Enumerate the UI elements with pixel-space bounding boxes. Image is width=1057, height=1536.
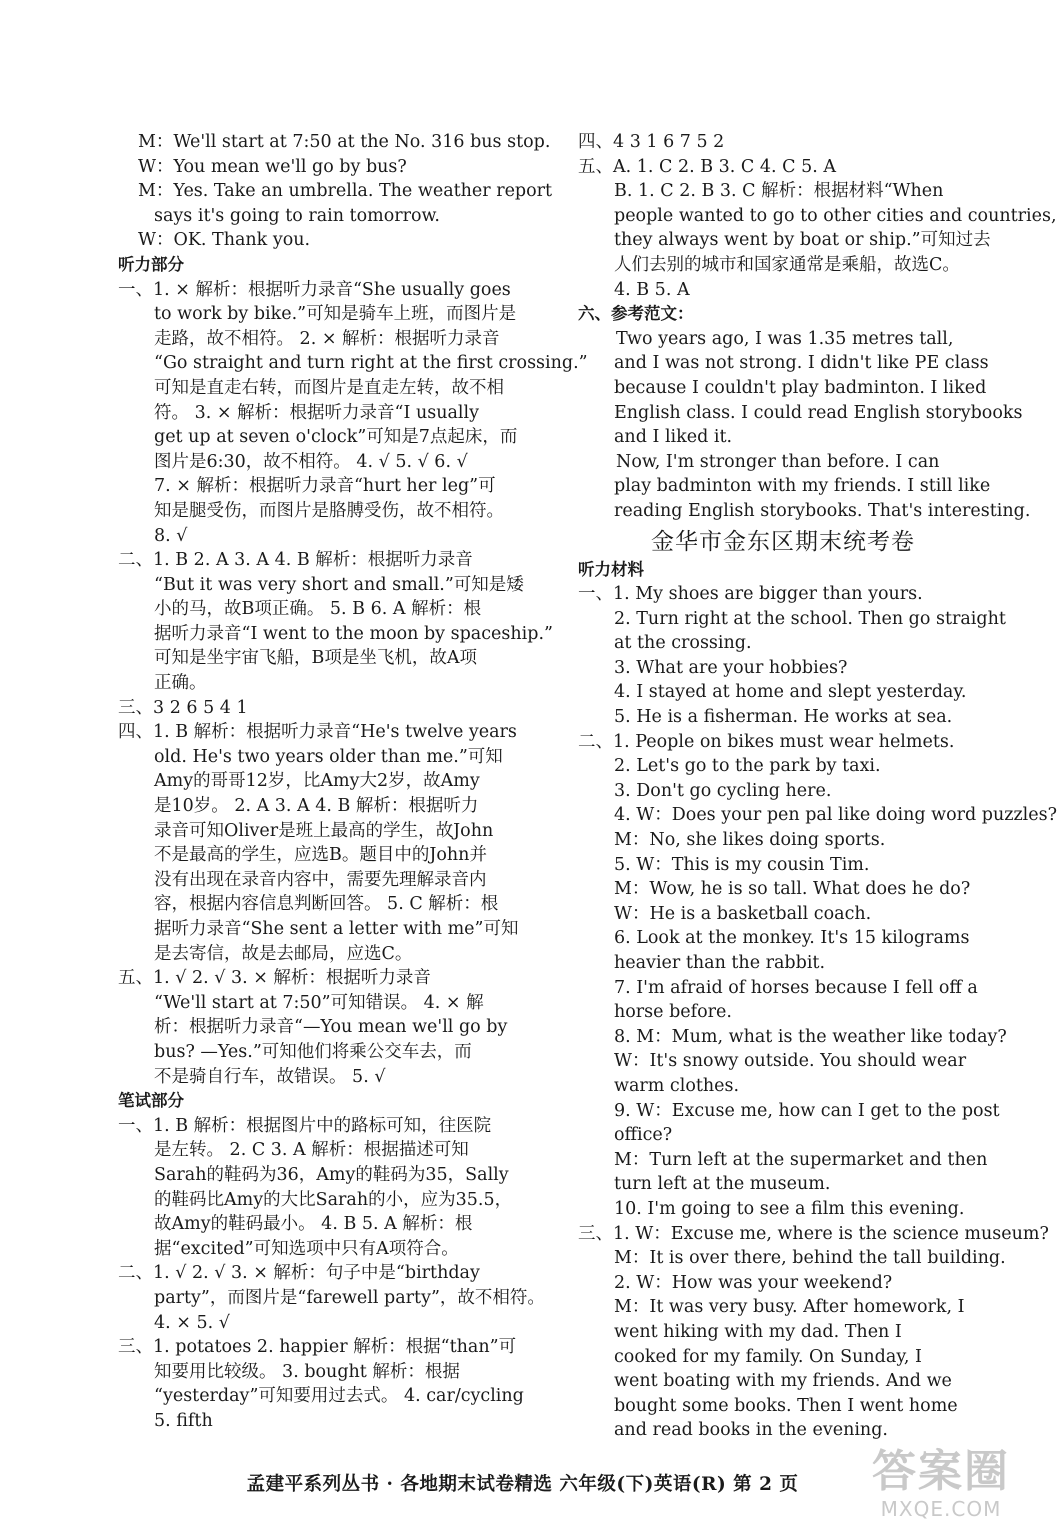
text-line: 不是最高的学生，应选B。题目中的John并 [154, 845, 487, 866]
text-line: old. He's two years older than me.”可知 [154, 746, 503, 767]
text-line: 3. Don't go cycling here. [614, 780, 832, 801]
text-line: 一、1. × 解析：根据听力录音“She usually goes [118, 279, 511, 300]
text-line: went hiking with my dad. Then I [614, 1321, 902, 1342]
text-line: 三、1. W：Excuse me, where is the science museum? [578, 1223, 1049, 1244]
text-line: 据听力录音“She sent a letter with me”可知 [154, 919, 519, 939]
text-line: 二、1. √ 2. √ 3. × 解析：句子中是“birthday [118, 1263, 480, 1284]
text-line: M：Yes. Take an umbrella. The weather report [138, 181, 553, 202]
text-line: went boating with my friends. And we [614, 1371, 952, 1392]
section-heading: 听力材料 [578, 559, 644, 579]
text-line: 正确。 [154, 673, 207, 694]
text-line: M：Turn left at the supermarket and then [614, 1149, 988, 1170]
text-line: 3. What are your hobbies? [614, 657, 848, 678]
text-line: 可知是坐宇宙飞船，B项是坐飞机，故A项 [154, 648, 477, 669]
text-line: M：Wow, he is so tall. What does he do? [614, 879, 971, 900]
text-line: 7. × 解析：根据听力录音“hurt her leg”可 [154, 476, 496, 497]
text-line: people wanted to go to other cities and countries, [614, 205, 1057, 226]
text-line: “But it was very short and small.”可知是矮 [154, 574, 524, 595]
text-line: 三、1. potatoes 2. happier 解析：根据“than”可 [118, 1337, 517, 1358]
text-line: Sarah的鞋码为36，Amy的鞋码为35，Sally [154, 1164, 509, 1185]
text-line: heavier than the rabbit. [614, 953, 826, 973]
text-line: 5. He is a fisherman. He works at sea. [614, 707, 953, 728]
text-line: 人们去别的城市和国家通常是乘船，故选C。 [614, 254, 960, 275]
text-line: 四、4 3 1 6 7 5 2 [578, 132, 725, 152]
watermark-url: MXQE.COM [880, 1497, 1002, 1521]
text-line: at the crossing. [614, 633, 752, 654]
text-line: Now, I'm stronger than before. I can [616, 451, 940, 472]
left-column [118, 130, 588, 1433]
text-line: 二、1. People on bikes must wear helmets. [578, 731, 955, 752]
text-line: 五、1. √ 2. √ 3. × 解析：根据听力录音 [118, 968, 431, 989]
text-line: office? [614, 1125, 673, 1146]
text-line: W：OK. Thank you. [138, 230, 311, 251]
text-line: turn left at the museum. [614, 1174, 831, 1195]
text-line: 6. Look at the monkey. It's 15 kilograms [614, 928, 970, 949]
text-line: bought some books. Then I went home [614, 1395, 958, 1416]
text-line: 容，根据内容信息判断回答。 5. C 解析：根 [154, 894, 499, 915]
text-line: 是10岁。 2. A 3. A 4. B 解析：根据听力 [154, 796, 479, 817]
text-line: 知是腿受伤，而图片是胳膊受伤，故不相符。 [154, 500, 504, 521]
text-line: 析：根据听力录音“—You mean we'll go by [154, 1017, 508, 1038]
text-line: 7. I'm afraid of horses because I fell off a [614, 977, 978, 998]
listening-materials [578, 558, 1057, 1443]
text-line: “Go straight and turn right at the first crossing.” [154, 353, 588, 374]
section-heading: 听力部分 [118, 254, 184, 274]
text-line: 8. M：Mum, what is the weather like today? [614, 1026, 1007, 1047]
text-line: warm clothes. [614, 1075, 740, 1096]
page-footer: 孟建平系列丛书 · 各地期末试卷精选 六年级(下)英语(R) 第 2 页 [246, 1474, 799, 1495]
text-line: B. 1. C 2. B 3. C 解析：根据材料“When [614, 181, 944, 202]
watermark-logo [851, 1446, 1031, 1530]
text-line: and I liked it. [614, 427, 733, 448]
text-line: 图片是6:30，故不相符。 4. √ 5. √ 6. √ [154, 451, 468, 472]
text-line: 的鞋码比Amy的大比Sarah的小，应为35.5， [154, 1189, 513, 1210]
text-line: says it's going to rain tomorrow. [154, 205, 440, 226]
text-line: 4. B 5. A [614, 279, 690, 300]
text-line: Amy的哥哥12岁，比Amy大2岁，故Amy [154, 771, 480, 792]
text-line: party”，而图片是“farewell party”，故不相符。 [154, 1287, 545, 1308]
text-line: 4. I stayed at home and slept yesterday. [614, 682, 967, 703]
text-line: 2. W：How was your weekend? [614, 1272, 893, 1293]
text-line: and I was not strong. I didn't like PE class [614, 353, 989, 374]
text-line: English class. I could read English storybooks [614, 402, 1023, 423]
section-heading: 笔试部分 [118, 1091, 184, 1111]
text-line: “We'll start at 7:50”可知错误。 4. × 解 [154, 992, 484, 1013]
exam-title: 金华市金东区期末统考卷 [651, 528, 915, 555]
text-line: 故Amy的鞋码最小。 4. B 5. A 解析：根 [154, 1214, 473, 1235]
watermark-text: 答案圈 [872, 1446, 1010, 1497]
text-line: horse before. [614, 1002, 732, 1023]
text-line: 4. × 5. √ [154, 1312, 230, 1333]
text-line: 8. √ [154, 525, 188, 546]
text-line: 4. W：Does your pen pal like doing word puzzles? [614, 805, 1057, 826]
text-line: 录音可知Oliver是班上最高的学生，故John [154, 820, 494, 841]
text-line: 是左转。 2. C 3. A 解析：根据描述可知 [154, 1140, 469, 1161]
text-line: 符。 3. × 解析：根据听力录音“I usually [154, 402, 480, 423]
text-line: M：We'll start at 7:50 at the No. 316 bus stop. [138, 132, 551, 152]
text-line: 小的马，故B项正确。 5. B 6. A 解析：根 [154, 599, 482, 620]
text-line: 据“excited”可知选项中只有A项符合。 [154, 1238, 459, 1259]
text-line: 5. W：This is my cousin Tim. [614, 854, 870, 875]
text-line: 二、1. B 2. A 3. A 4. B 解析：根据听力录音 [118, 550, 473, 571]
text-line: 9. W：Excuse me, how can I get to the post [614, 1100, 1000, 1121]
text-line: W：You mean we'll go by bus? [138, 156, 407, 177]
text-line: to work by bike.”可知是骑车上班，而图片是 [154, 304, 517, 325]
text-line: play badminton with my friends. I still like [614, 476, 991, 497]
text-line: get up at seven o'clock”可知是7点起床，而 [154, 427, 518, 448]
text-line: 5. fifth [154, 1410, 213, 1431]
text-line: 不是骑自行车，故错误。 5. √ [154, 1066, 386, 1087]
section-heading: 六、参考范文： [578, 304, 694, 324]
text-line: and read books in the evening. [614, 1420, 888, 1441]
text-line: 一、1. My shoes are bigger than yours. [578, 584, 923, 605]
text-line: 2. Let's go to the park by taxi. [614, 756, 881, 777]
text-line: Two years ago, I was 1.35 metres tall, [616, 328, 954, 349]
text-line: 10. I'm going to see a film this evening. [614, 1198, 965, 1219]
text-line: M：It is over there, behind the tall building. [614, 1248, 1006, 1269]
text-line: bus? —Yes.”可知他们将乘公交车去，而 [154, 1041, 472, 1062]
text-line: 五、A. 1. C 2. B 3. C 4. C 5. A [578, 156, 836, 177]
answers-continued [578, 130, 1057, 524]
text-line: 三、3 2 6 5 4 1 [118, 697, 248, 718]
text-line: reading English storybooks. That's interesting. [614, 500, 1031, 521]
text-line: 一、1. B 解析：根据图片中的路标可知，往医院 [118, 1115, 492, 1136]
text-line: because I couldn't play badminton. I liked [614, 377, 987, 398]
text-line: 是去寄信，故是去邮局，应选C。 [154, 943, 413, 964]
text-line: cooked for my family. On Sunday, I [614, 1346, 922, 1367]
text-line: 据听力录音“I went to the moon by spaceship.” [154, 623, 553, 644]
text-line: W：It's snowy outside. You should wear [614, 1051, 967, 1072]
text-line: 2. Turn right at the school. Then go straight [614, 608, 1006, 629]
text-line: 四、1. B 解析：根据听力录音“He's twelve years [118, 722, 517, 743]
text-line: “yesterday”可知要用过去式。 4. car/cycling [154, 1386, 524, 1407]
text-line: 知要用比较级。 3. bought 解析：根据 [154, 1361, 460, 1382]
text-line: W：He is a basketball coach. [614, 903, 872, 924]
text-line: they always went by boat or ship.”可知过去 [614, 230, 991, 251]
text-line: 走路，故不相符。 2. × 解析：根据听力录音 [154, 328, 500, 349]
text-line: 可知是直走右转，而图片是直走左转，故不相 [154, 377, 504, 398]
text-line: M：No, she likes doing sports. [614, 830, 886, 851]
right-column [578, 130, 1057, 1443]
text-line: 没有出现在录音内容中，需要先理解录音内 [154, 869, 487, 890]
text-line: M：It was very busy. After homework, I [614, 1297, 965, 1318]
